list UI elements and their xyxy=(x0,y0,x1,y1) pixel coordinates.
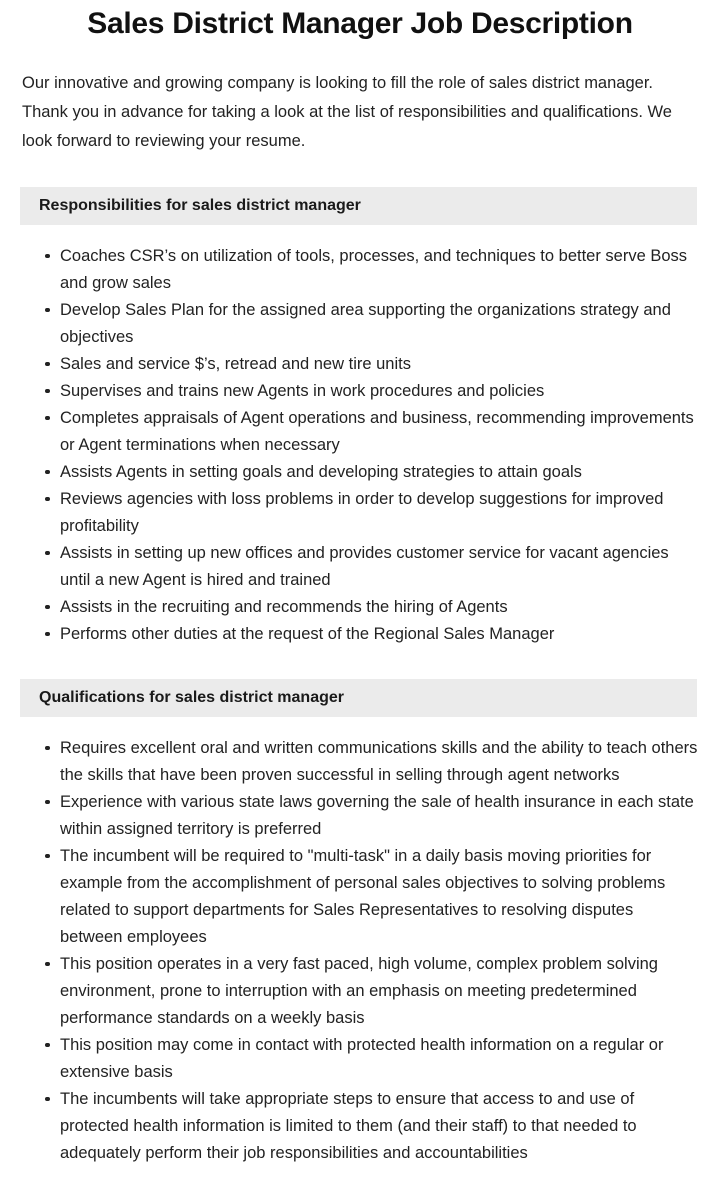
list-item: Assists in setting up new offices and provides customer service for vacant agencies until a new Agent is hired and trained xyxy=(45,540,698,594)
intro-paragraph: Our innovative and growing company is looking to fill the role of sales district manager. Thank you in advance for taking a look at the list of responsibilities and qualifications. We look forward to reviewing your resume. xyxy=(22,73,672,150)
qualifications-section-header xyxy=(20,679,697,717)
list-item: Sales and service $’s, retread and new tire units xyxy=(45,351,698,378)
qualifications-list xyxy=(0,717,720,1167)
list-item: This position may come in contact with protected health information on a regular or extensive basis xyxy=(45,1032,698,1086)
qualifications-heading: Qualifications for sales district manager xyxy=(39,688,344,706)
list-item: Completes appraisals of Agent operations and business, recommending improvements or Agent terminations when necessary xyxy=(45,405,698,459)
list-item: Experience with various state laws governing the sale of health insurance in each state within assigned territory is preferred xyxy=(45,789,698,843)
list-item: The incumbents will take appropriate steps to ensure that access to and use of protected health information is limited to them (and their staff) to that needed to adequately perform their job responsibilities and accountabilities xyxy=(45,1086,698,1167)
list-item: The incumbent will be required to "multi-task" in a daily basis moving priorities for example from the accomplishment of personal sales objectives to solving problems related to support departments for Sales Representatives to resolving disputes between employees xyxy=(45,843,698,951)
list-item: Assists in the recruiting and recommends the hiring of Agents xyxy=(45,594,698,621)
page-title: Sales District Manager Job Description xyxy=(87,7,633,40)
list-item: Develop Sales Plan for the assigned area supporting the organizations strategy and objectives xyxy=(45,297,698,351)
responsibilities-section-header xyxy=(20,187,697,225)
list-item: Reviews agencies with loss problems in order to develop suggestions for improved profitability xyxy=(45,486,698,540)
list-item: Assists Agents in setting goals and developing strategies to attain goals xyxy=(45,459,698,486)
list-item: Requires excellent oral and written communications skills and the ability to teach others the skills that have been proven successful in selling through agent networks xyxy=(45,735,698,789)
list-item: Performs other duties at the request of the Regional Sales Manager xyxy=(45,621,698,648)
list-item: Supervises and trains new Agents in work procedures and policies xyxy=(45,378,698,405)
responsibilities-list xyxy=(0,225,720,648)
page-bottom-spacer xyxy=(0,1167,720,1191)
list-item: Coaches CSR’s on utilization of tools, processes, and techniques to better serve Boss and grow sales xyxy=(45,243,698,297)
list-item: This position operates in a very fast paced, high volume, complex problem solving environment, prone to interruption with an emphasis on meeting predetermined performance standards on a weekly basis xyxy=(45,951,698,1032)
responsibilities-heading: Responsibilities for sales district manager xyxy=(39,196,361,214)
